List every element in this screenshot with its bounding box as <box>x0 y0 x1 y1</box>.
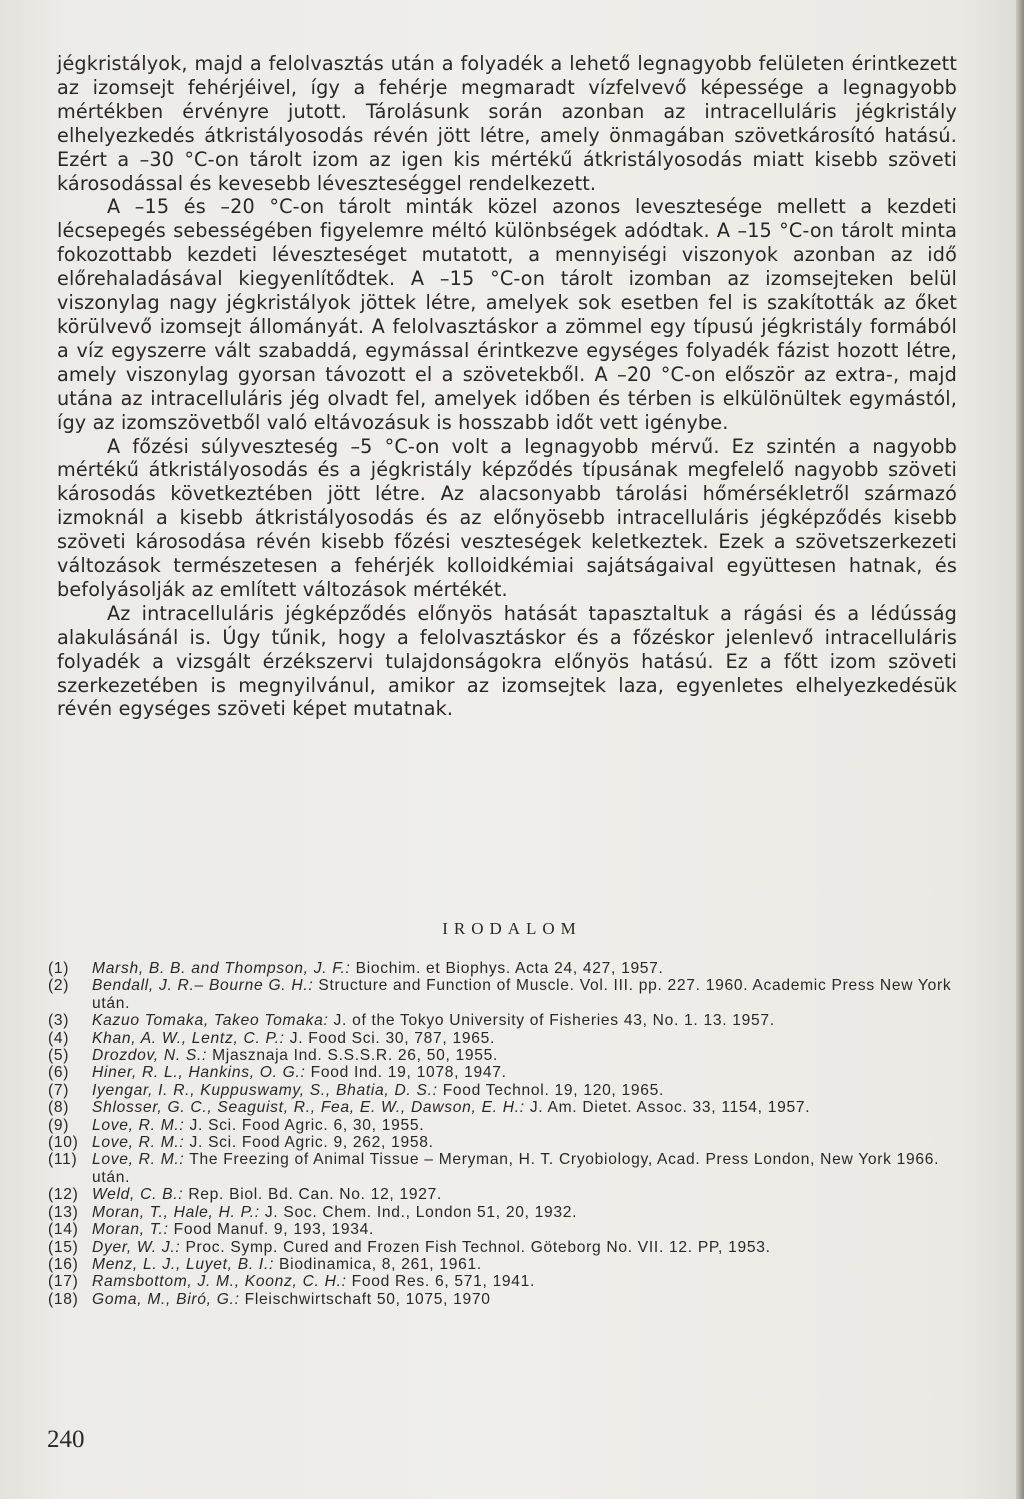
reference-item <box>48 1099 958 1116</box>
reference-item <box>48 1273 958 1290</box>
page-number: 240 <box>47 1426 85 1453</box>
reference-authors: Love, R. M.: <box>92 1134 185 1152</box>
reference-item <box>48 1082 958 1099</box>
reference-source: Mjasznaja Ind. S.S.S.R. 26, 50, 1955. <box>207 1047 499 1065</box>
reference-source: J. Soc. Chem. Ind., London 51, 20, 1932. <box>259 1203 578 1221</box>
reference-source: Proc. Symp. Cured and Frozen Fish Technol. Göteborg No. VII. 12. PP, 1953. <box>180 1238 771 1256</box>
reference-source: Biochim. et Biophys. Acta 24, 427, 1957. <box>350 960 664 977</box>
reference-authors: Hiner, R. L., Hankins, O. G.: <box>92 1064 306 1082</box>
reference-authors: Marsh, B. B. and Thompson, J. F.: <box>92 960 351 977</box>
reference-number: (11) <box>48 1151 78 1169</box>
reference-authors: Goma, M., Biró, G.: <box>92 1290 240 1308</box>
references-heading: IRODALOM <box>442 919 582 938</box>
reference-item <box>48 1117 958 1134</box>
reference-source: Fleischwirtschaft 50, 1075, 1970 <box>239 1290 491 1308</box>
reference-number: (17) <box>48 1273 79 1291</box>
reference-authors: Weld, C. B.: <box>92 1186 184 1204</box>
reference-item <box>48 1239 958 1256</box>
reference-item <box>48 1047 958 1064</box>
reference-number: (16) <box>48 1255 79 1273</box>
reference-number: (14) <box>48 1221 79 1239</box>
reference-source: J. Sci. Food Agric. 6, 30, 1955. <box>184 1116 425 1134</box>
reference-item <box>48 1012 958 1029</box>
reference-authors: Menz, L. J., Luyet, B. I.: <box>92 1255 275 1273</box>
reference-authors: Ramsbottom, J. M., Koonz, C. H.: <box>92 1273 347 1291</box>
reference-item <box>48 1204 958 1221</box>
reference-number: (4) <box>48 1029 70 1047</box>
reference-number: (1) <box>48 960 70 977</box>
reference-number: (2) <box>48 977 70 995</box>
reference-number: (13) <box>48 1203 79 1221</box>
reference-authors: Shlosser, G. C., Seaguist, R., Fea, E. W., Dawson, E. H.: <box>92 1099 525 1117</box>
reference-item <box>48 1221 958 1238</box>
reference-source: Structure and Function of Muscle. Vol. III. pp. 227. 1960. Academic Press New York után. <box>92 977 952 1012</box>
reference-authors: Drozdov, N. S.: <box>92 1047 208 1065</box>
reference-number: (6) <box>48 1064 70 1082</box>
reference-item <box>48 1186 958 1203</box>
page-edge-shadow <box>1016 0 1024 1499</box>
reference-authors: Bendall, J. R.– Bourne G. H.: <box>92 977 314 995</box>
reference-authors: Love, R. M.: <box>92 1151 185 1169</box>
reference-number: (15) <box>48 1238 79 1256</box>
reference-list <box>48 960 958 1308</box>
paragraph: Az intracelluláris jégképződés előnyös hatását tapasztaltuk a rágási és a lédússág alakulásánál is. Úgy tűnik, hogy a felolvasztáskor és a főzéskor jelenlevő intracelluláris folyadék a vizsgált érzékszervi tulajdonságokra előnyös hatású. Ez a főtt izom szöveti szerkezetében is megnyilvánul, amikor az izomsejtek laza, egyenletes elhelyezkedésük révén egységes szöveti képet mutatnak. <box>57 601 957 721</box>
reference-source: Food Ind. 19, 1078, 1947. <box>305 1064 507 1082</box>
reference-item <box>48 1291 958 1308</box>
reference-number: (10) <box>48 1134 79 1152</box>
reference-authors: Iyengar, I. R., Kuppuswamy, S., Bhatia, D. S.: <box>92 1081 438 1099</box>
body-text <box>57 52 957 721</box>
paragraph: A főzési súlyveszteség –5 °C-on volt a legnagyobb mérvű. Ez szintén a nagyobb mértékű átkristályosodás és a jégkristály képződés típusának megfelelő nagyobb szöveti károsodás következtében jött létre. Az alacsonyabb tárolási hőmérsékletről származó izmoknál a kisebb átkristályosodás és az előnyösebb intracelluláris jégképződés kisebb szöveti károsodása révén kisebb főzési veszteségek keletkeztek. Ezek a szövetszerkezeti változások természetesen a fehérjék kolloidkémiai sajátságaival együttesen hatnak, és befolyásolják az említett változások mértékét. <box>57 434 957 601</box>
reference-number: (12) <box>48 1186 79 1204</box>
reference-source: Rep. Biol. Bd. Can. No. 12, 1927. <box>183 1186 443 1204</box>
reference-item <box>48 1134 958 1151</box>
reference-number: (18) <box>48 1290 79 1308</box>
reference-source: The Freezing of Animal Tissue – Meryman, H. T. Cryobiology, Acad. Press London, New York 1966. után. <box>92 1151 940 1186</box>
reference-item <box>48 1256 958 1273</box>
reference-authors: Kazuo Tomaka, Takeo Tomaka: <box>92 1012 329 1030</box>
reference-source: J. of the Tokyo University of Fisheries 43, No. 1. 13. 1957. <box>328 1012 775 1030</box>
reference-authors: Dyer, W. J.: <box>92 1238 181 1256</box>
reference-number: (3) <box>48 1012 70 1030</box>
paragraph: A –15 és –20 °C-on tárolt minták közel azonos levesztesége mellett a kezdeti lécsepegés sebességében figyelemre méltó különbségek adódtak. A –15 °C-on tárolt minta fokozottabb kezdeti léveszteséget mutatott, a mennyiségi viszonyok azonban az idő előrehaladásával kiegyenlítődtek. A –15 °C-on tárolt izomban az izomsejteken belül viszonylag nagy jégkristályok jöttek létre, amelyek sok esetben fel is szakították az őket körülvevő izomsejt állományát. A felolvasztáskor a zömmel egy típusú jégkristály formából a víz egyszerre vált szabaddá, egymással érintkezve egységes folyadék fázist hozott létre, amely viszonylag gyorsan távozott el a szövetekből. A –20 °C-on először az extra-, majd utána az intracelluláris jég olvadt fel, amelyek időben és térben is elkülönültek egymástól, így az izomszövetből való eltávozásuk is hosszabb időt vett igénybe. <box>57 195 957 434</box>
reference-item <box>48 960 958 977</box>
reference-authors: Moran, T.: <box>92 1221 169 1239</box>
reference-source: Biodinamica, 8, 261, 1961. <box>274 1255 482 1273</box>
reference-item <box>48 1151 958 1186</box>
reference-authors: Love, R. M.: <box>92 1116 185 1134</box>
reference-source: Food Manuf. 9, 193, 1934. <box>168 1221 375 1239</box>
reference-item <box>48 1064 958 1081</box>
reference-authors: Moran, T., Hale, H. P.: <box>92 1203 260 1221</box>
reference-number: (5) <box>48 1047 70 1065</box>
reference-source: Food Res. 6, 571, 1941. <box>346 1273 536 1291</box>
reference-source: J. Am. Dietet. Assoc. 33, 1154, 1957. <box>524 1099 811 1117</box>
reference-number: (7) <box>48 1081 70 1099</box>
paragraph-continued: jégkristályok, majd a felolvasztás után a folyadék a lehető legnagyobb felületen érintkezett az izomsejt fehérjéivel, így a fehérje megmaradt vízfelvevő képessége a legnagyobb mértékben érvényre jutott. Tárolásunk során azonban az intracelluláris jégkristály elhelyezkedés átkristályosodás révén jött létre, amely önmagában szövetkárosító hatású. Ezért a –30 °C-on tárolt izom az igen kis mértékű átkristályosodás miatt kisebb szöveti károsodással és kevesebb léveszteséggel rendelkezett. <box>57 52 957 195</box>
reference-item <box>48 977 958 1012</box>
reference-item <box>48 1030 958 1047</box>
reference-number: (9) <box>48 1116 70 1134</box>
reference-number: (8) <box>48 1099 70 1117</box>
reference-authors: Khan, A. W., Lentz, C. P.: <box>92 1029 285 1047</box>
reference-source: J. Food Sci. 30, 787, 1965. <box>284 1029 496 1047</box>
reference-source: Food Technol. 19, 120, 1965. <box>437 1081 665 1099</box>
reference-source: J. Sci. Food Agric. 9, 262, 1958. <box>184 1134 434 1152</box>
